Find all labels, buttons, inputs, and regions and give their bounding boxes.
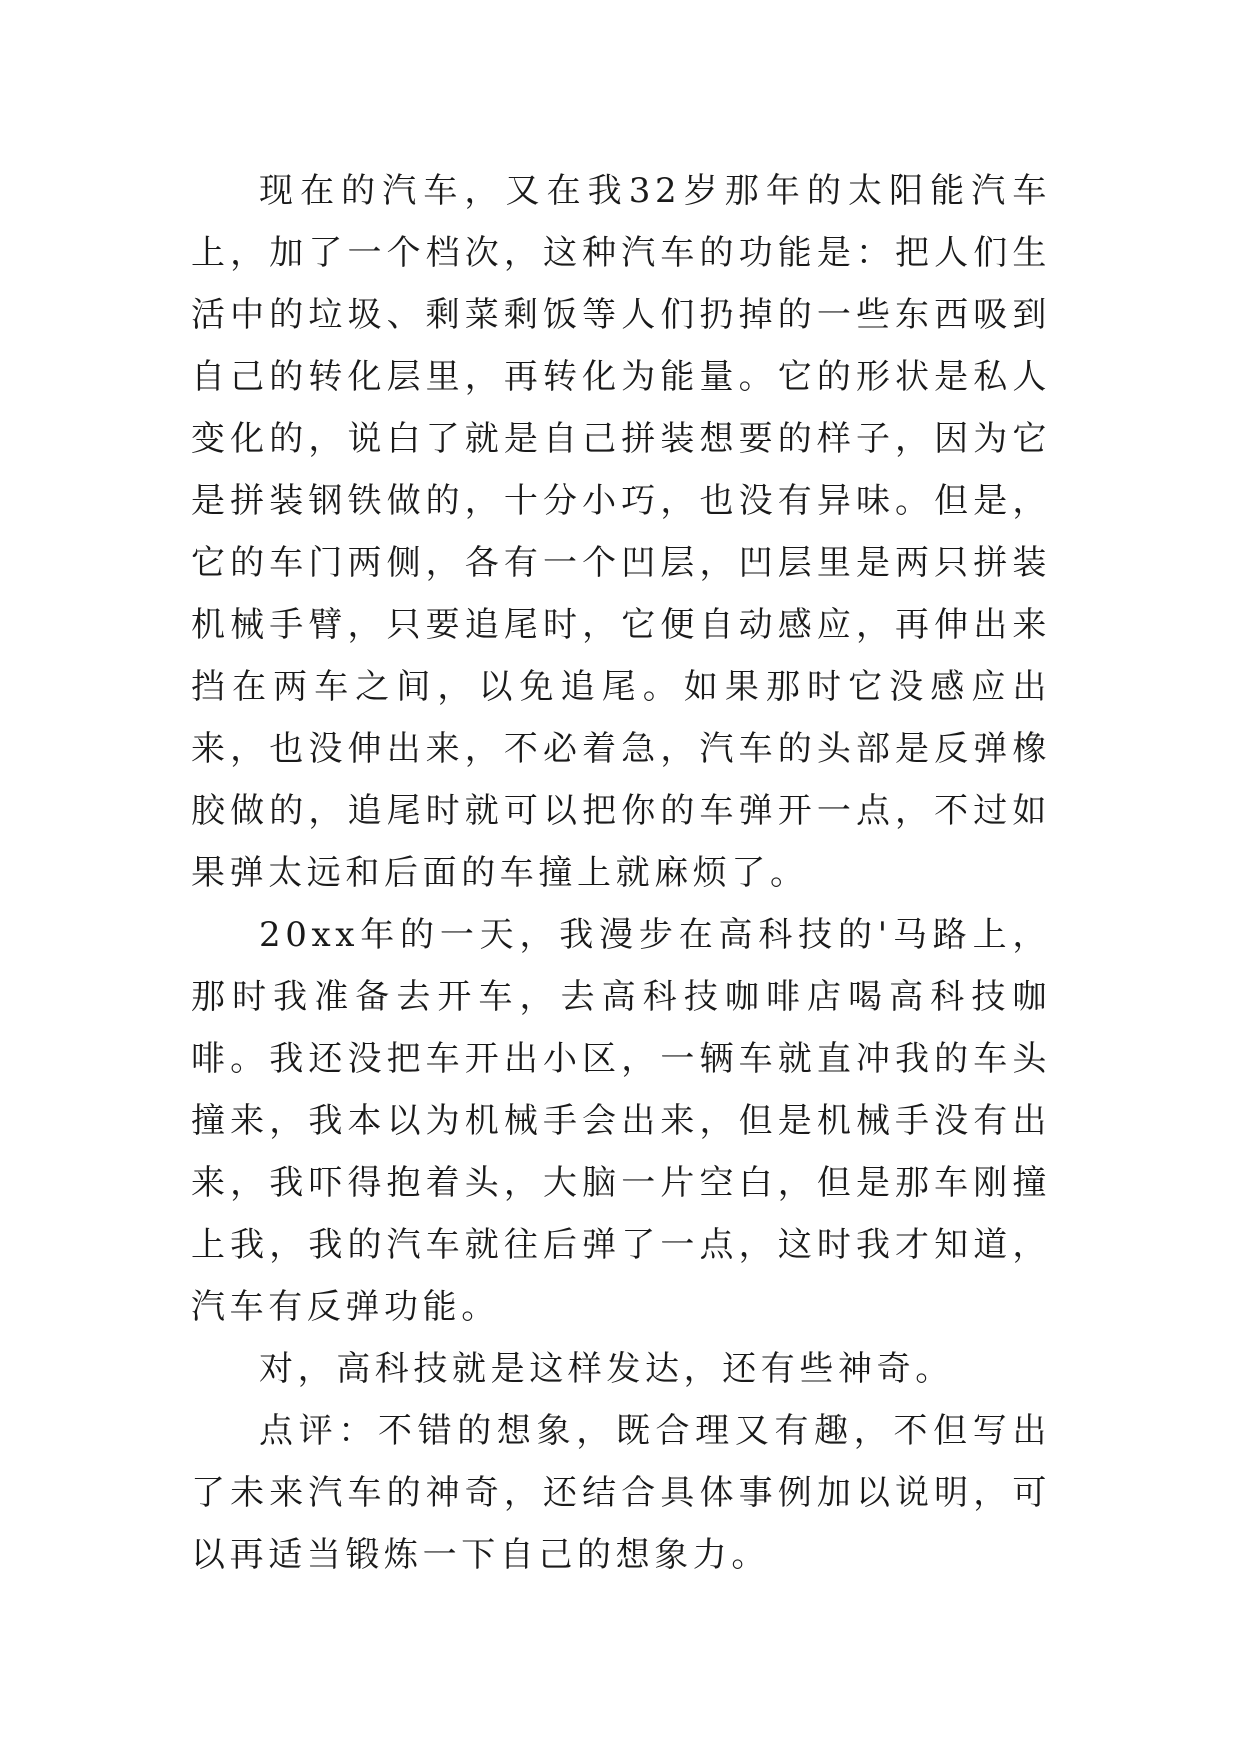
document-body bbox=[191, 160, 1051, 1586]
paragraph-3: 对，高科技就是这样发达，还有些神奇。 bbox=[259, 1349, 954, 1389]
comment-paragraph: 点评：不错的想象，既合理又有趣，不但写出了未来汽车的神奇，还结合具体事例加以说明，可以再适当锻炼一下自己的想象力。 bbox=[191, 1411, 1051, 1575]
paragraph-2: 20xx年的一天，我漫步在高科技的'马路上，那时我准备去开车，去高科技咖啡店喝高科技咖啡。我还没把车开出小区，一辆车就直冲我的车头撞来，我本以为机械手会出来，但是机械手没有出来，我吓得抱着头，大脑一片空白，但是那车刚撞上我，我的汽车就往后弹了一点，这时我才知道，汽车有反弹功能。 bbox=[191, 915, 1051, 1327]
paragraph-1: 现在的汽车，又在我32岁那年的太阳能汽车上，加了一个档次，这种汽车的功能是：把人们生活中的垃圾、剩菜剩饭等人们扔掉的一些东西吸到自己的转化层里，再转化为能量。它的形状是私人变化的，说白了就是自己拼装想要的样子，因为它是拼装钢铁做的，十分小巧，也没有异味。但是，它的车门两侧，各有一个凹层，凹层里是两只拼装机械手臂，只要追尾时，它便自动感应，再伸出来挡在两车之间，以免追尾。如果那时它没感应出来，也没伸出来，不必着急，汽车的头部是反弹橡胶做的，追尾时就可以把你的车弹开一点，不过如果弹太远和后面的车撞上就麻烦了。 bbox=[191, 171, 1051, 893]
